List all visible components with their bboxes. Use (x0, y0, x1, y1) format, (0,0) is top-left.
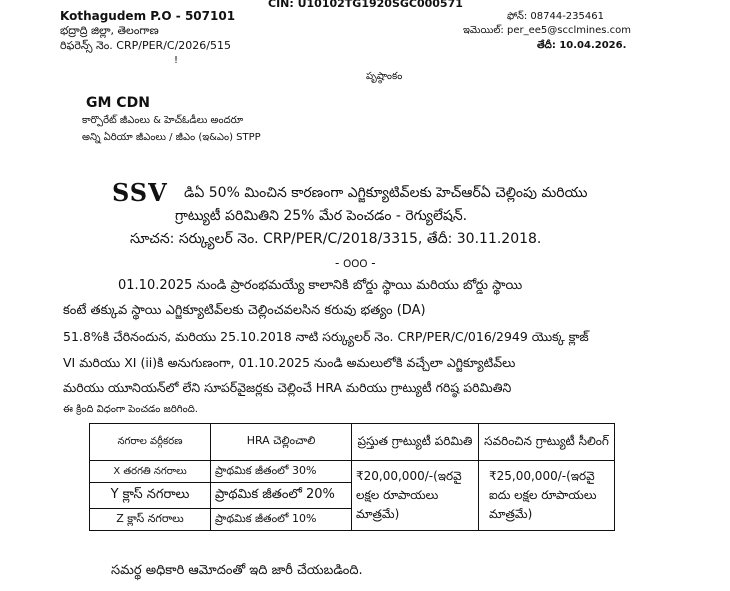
divider-mark: - ౦౦౦ - (335, 256, 376, 270)
cin-number: CIN: U10102TG1920SGC000571 (268, 0, 463, 10)
body-line-2: కంటే తక్కువ స్థాయి ఎగ్జిక్యూటివ్‌లకు చెల్లించవలసిన కరువు భత్యం (DA) (63, 303, 426, 318)
subject-line-2: గ్రాట్యుటీ పరిమితిని 25% మేర పెంచడం - రెగ్యులేషన్. (175, 208, 468, 224)
header-city-classification: నగరాల వర్గీకరణ (90, 424, 211, 461)
stray-mark: ! (174, 55, 179, 66)
body-line-3: 51.8%కి చేరినందున, మరియు 25.10.2018 నాటి సర్క్యులర్ నెం. CRP/PER/C/016/2949 యొక్క క్లాజ్ (63, 329, 589, 344)
closing-line: సమర్థ అధికారి ఆమోదంతో ఇది జారీ చేయబడింది. (111, 563, 363, 578)
hra-gratuity-table (89, 423, 615, 531)
city-class-z: Z క్లాస్ నగరాలు (90, 509, 211, 531)
address-line-1: Kothagudem P.O - 507101 (60, 9, 236, 23)
reference-number: రిఫరెన్స్ నెం. CRP/PER/C/2026/515 (60, 39, 231, 52)
phone-number: ఫోన్: 08744-235461 (507, 11, 604, 22)
recipient-corporate: కార్పొరేట్ జీఎంలు & హెచ్ఓడీలు అందరూ (82, 115, 244, 126)
body-line-1: 01.10.2025 నుండి ప్రారంభమయ్యే కాలానికి బోర్డు స్థాయి మరియు బోర్డు స్థాయి (118, 278, 523, 293)
recipient-gm-cdn: GM CDN (86, 95, 150, 111)
city-class-y: Y క్లాస్ నగరాలు (90, 483, 211, 509)
hra-rate-x: ప్రాథమిక జీతంలో 30% (211, 461, 352, 483)
header-revised-gratuity: సవరించిన గ్రాట్యుటీ సీలింగ్ (479, 424, 615, 461)
header-hra-payable: HRA చెల్లించాలి (211, 424, 352, 461)
current-gratuity-value: ₹20,00,000/-(ఇరవై లక్షల రూపాయలు మాత్రమే) (352, 461, 479, 531)
address-line-2: భద్రాద్రి జిల్లా, తెలంగాణ (60, 24, 159, 37)
email-address: ఇమెయిల్: per_ee5@scclmines.com (463, 25, 631, 36)
table-row (90, 461, 615, 483)
subject-reference: సూచన: సర్క్యులర్ నెం. CRP/PER/C/2018/3315, తేదీ: 30.11.2018. (130, 231, 542, 247)
body-line-6: ఈ క్రింది విధంగా పెంచడం జరిగింది. (63, 404, 198, 415)
subject-line-1: డిఏ 50% మించిన కారణంగా ఎగ్జిక్యూటివ్‌లకు హెచ్‌ఆర్‌ఏ చెల్లింపు మరియు (184, 185, 588, 201)
body-line-4: VI మరియు XI (ii)కి అనుగుణంగా, 01.10.2025 నుండి అమలులోకి వచ్చేలా ఎగ్జిక్యూటివ్‌లు (63, 355, 516, 370)
body-line-5: మరియు యూనియన్‌లో లేని సూపర్‌వైజర్లకు చెల్లించే HRA మరియు గ్రాట్యుటీ గరిష్ఠ పరిమితిని (63, 380, 512, 395)
letter-date: తేదీ: 10.04.2026. (537, 40, 627, 51)
city-class-x: X తరగతి నగరాలు (90, 461, 211, 483)
header-current-gratuity: ప్రస్తుత గ్రాట్యుటీ పరిమితి (352, 424, 479, 461)
hra-rate-y: ప్రాథమిక జీతంలో 20% (211, 483, 352, 509)
hra-rate-z: ప్రాథమిక జీతంలో 10% (211, 509, 352, 531)
revised-gratuity-value: ₹25,00,000/-(ఇరవై ఐదు లక్షల రూపాయలు మాత్రమే) (479, 461, 615, 531)
recipient-area-gms: అన్ని ఏరియా జీఎంలు / జీఎం (ఇ&ఎం) STPP (82, 132, 261, 143)
ssv-stamp: SSV (112, 178, 168, 207)
endorsement-label: పృష్ఠాంకం (366, 71, 403, 82)
